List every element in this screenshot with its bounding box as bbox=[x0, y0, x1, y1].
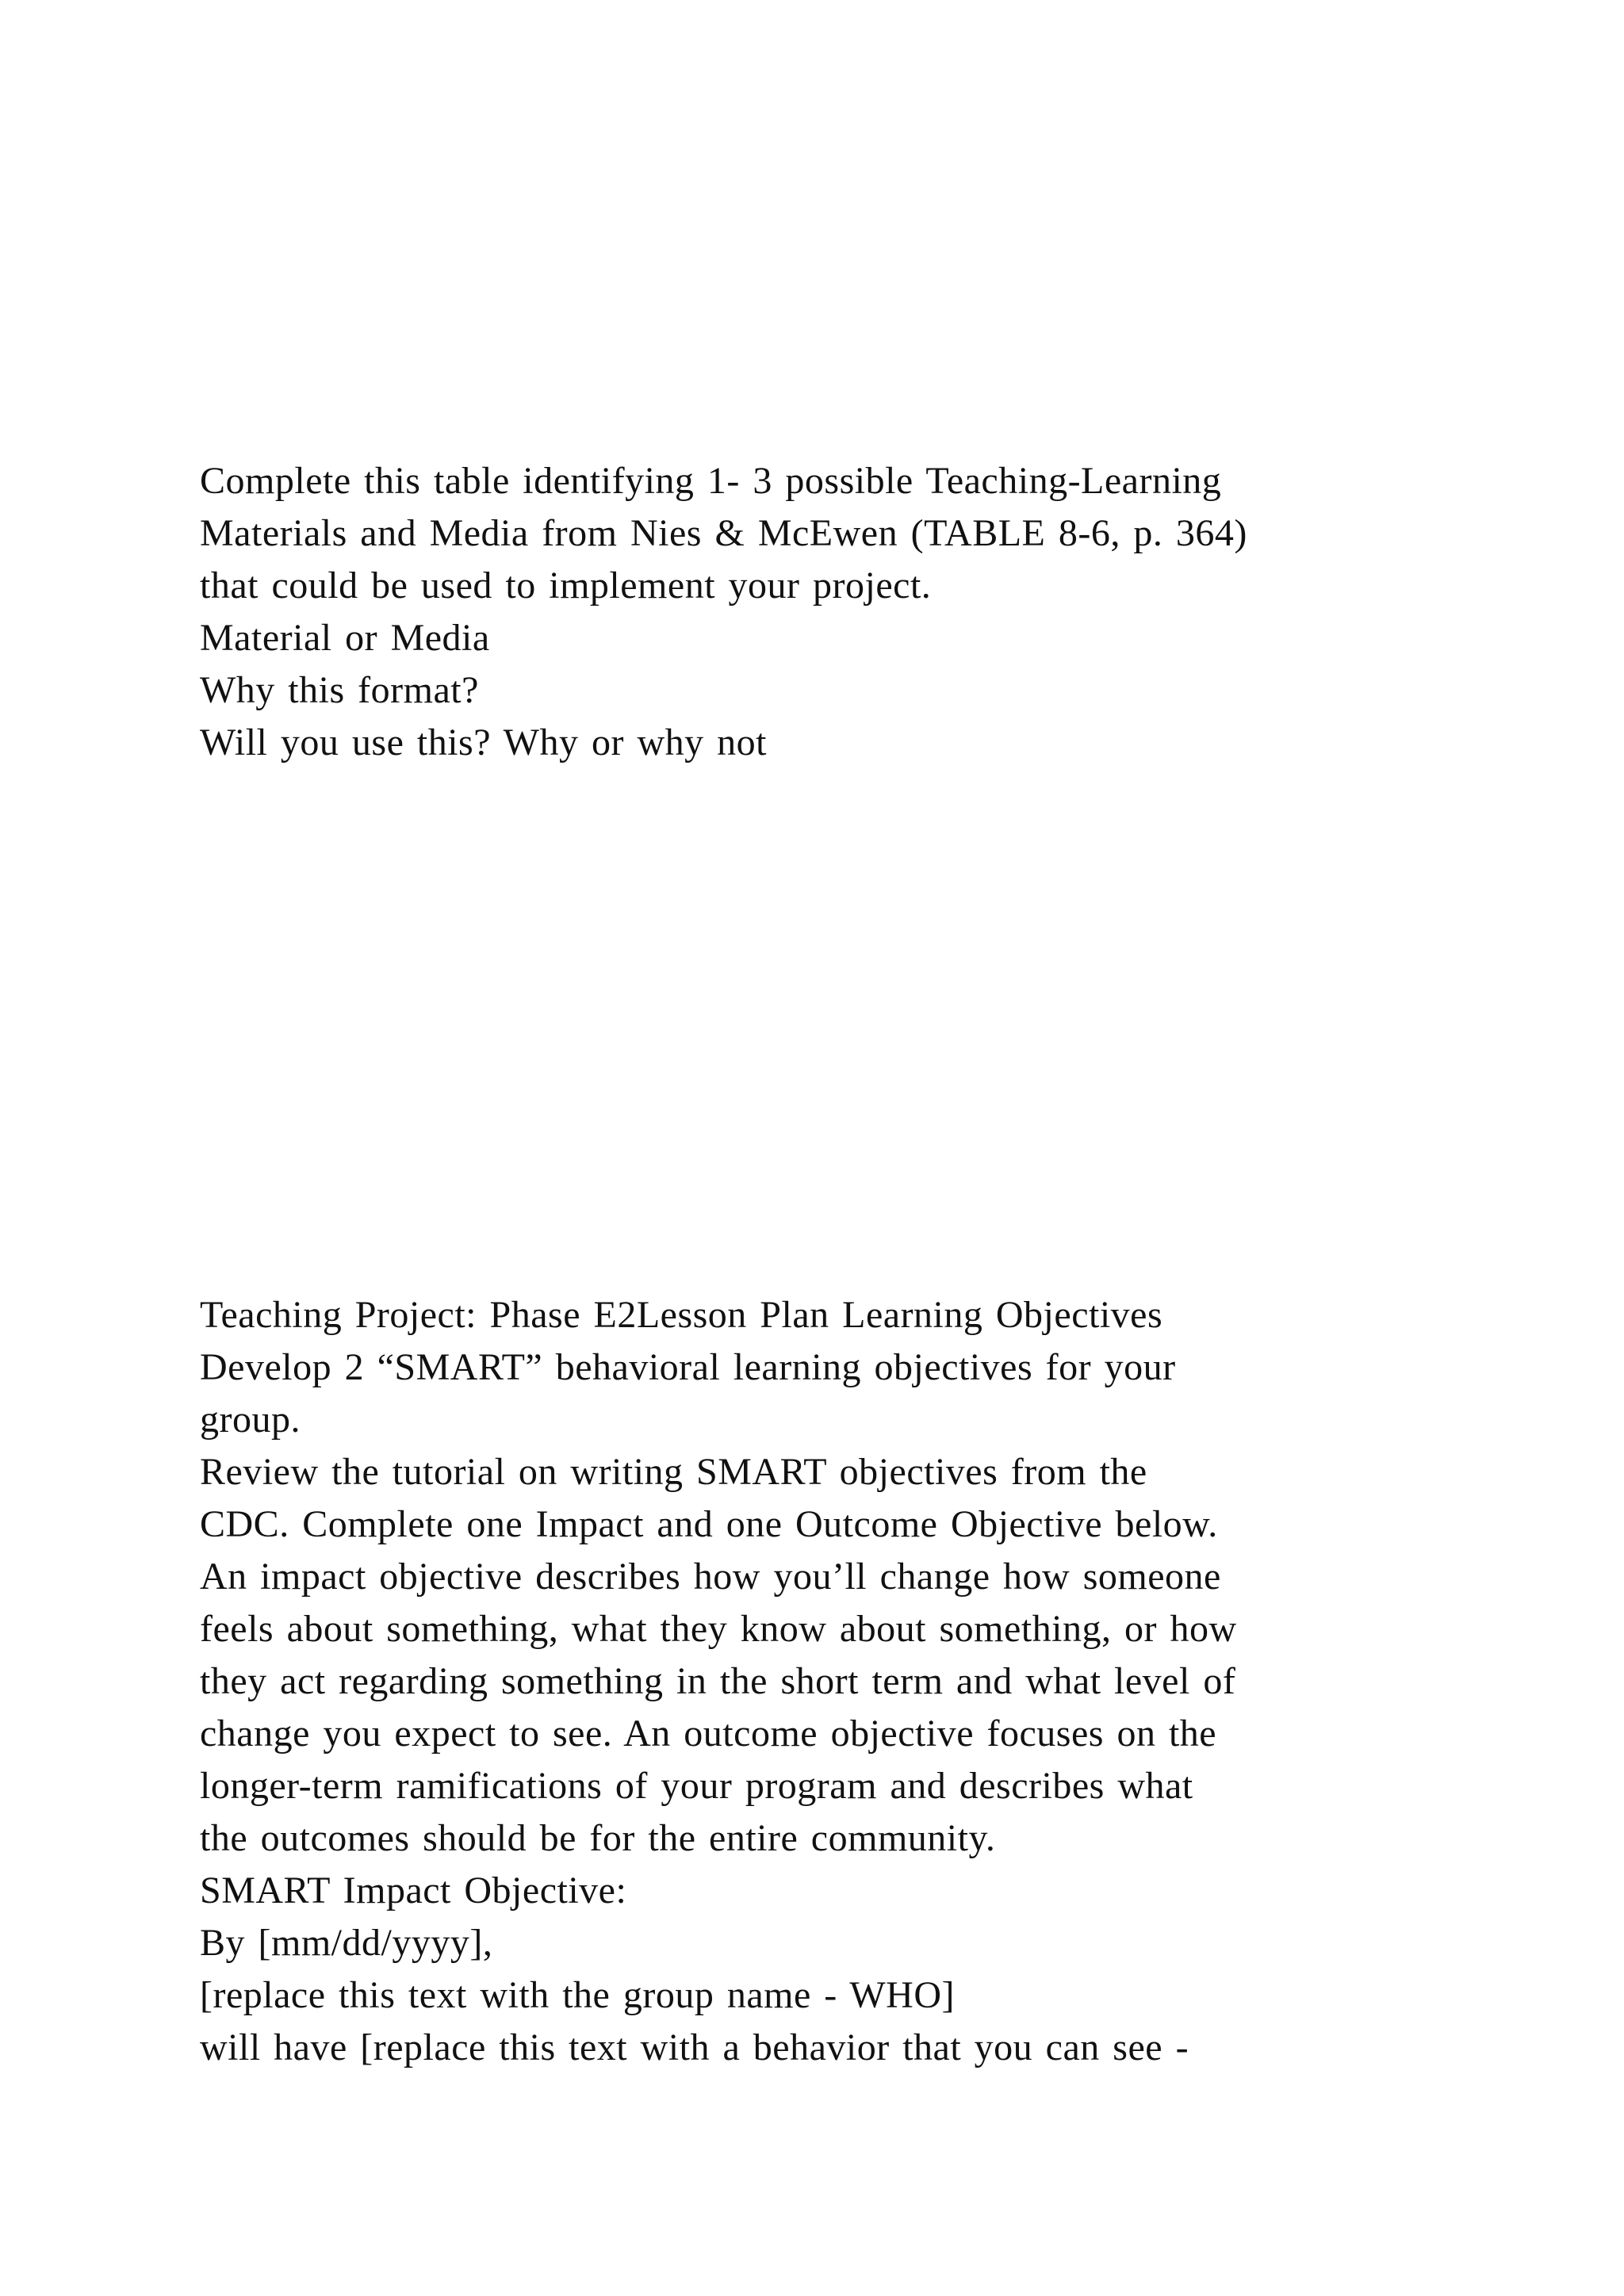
instruction-line-3: that could be used to implement your project. bbox=[200, 564, 932, 607]
instruction-line-1: Complete this table identifying 1- 3 possible Teaching-Learning bbox=[200, 460, 1222, 502]
section-heading: Teaching Project: Phase E2Lesson Plan Learning Objectives bbox=[200, 1294, 1163, 1336]
paragraph-line-6: An impact objective describes how you’ll change how someone bbox=[200, 1556, 1221, 1598]
impact-objective-label: SMART Impact Objective: bbox=[200, 1869, 627, 1911]
paragraph-line-5: CDC. Complete one Impact and one Outcome Objective below. bbox=[200, 1503, 1218, 1545]
table-header-will-you-use: Will you use this? Why or why not bbox=[200, 721, 767, 763]
paragraph-line-11: the outcomes should be for the entire community. bbox=[200, 1817, 996, 1859]
table-header-why-format: Why this format? bbox=[200, 669, 479, 711]
table-header-material: Material or Media bbox=[200, 617, 490, 659]
paragraph-line-2: Develop 2 “SMART” behavioral learning objectives for your bbox=[200, 1346, 1176, 1388]
paragraph-line-4: Review the tutorial on writing SMART objectives from the bbox=[200, 1451, 1147, 1493]
paragraph-line-3: group. bbox=[200, 1399, 301, 1441]
paragraph-line-10: longer-term ramifications of your program and describes what bbox=[200, 1765, 1193, 1807]
learning-objectives-section bbox=[200, 1289, 1500, 2074]
paragraph-line-8: they act regarding something in the short term and what level of bbox=[200, 1660, 1236, 1702]
impact-objective-behavior: will have [replace this text with a behavior that you can see - bbox=[200, 2026, 1189, 2068]
paragraph-line-7: feels about something, what they know about something, or how bbox=[200, 1608, 1237, 1650]
table-instructions-section bbox=[200, 455, 1500, 769]
impact-objective-who: [replace this text with the group name - WHO] bbox=[200, 1974, 955, 2016]
impact-objective-date: By [mm/dd/yyyy], bbox=[200, 1922, 493, 1964]
instruction-line-2: Materials and Media from Nies & McEwen (TABLE 8-6, p. 364) bbox=[200, 512, 1247, 554]
paragraph-line-9: change you expect to see. An outcome objective focuses on the bbox=[200, 1712, 1217, 1755]
